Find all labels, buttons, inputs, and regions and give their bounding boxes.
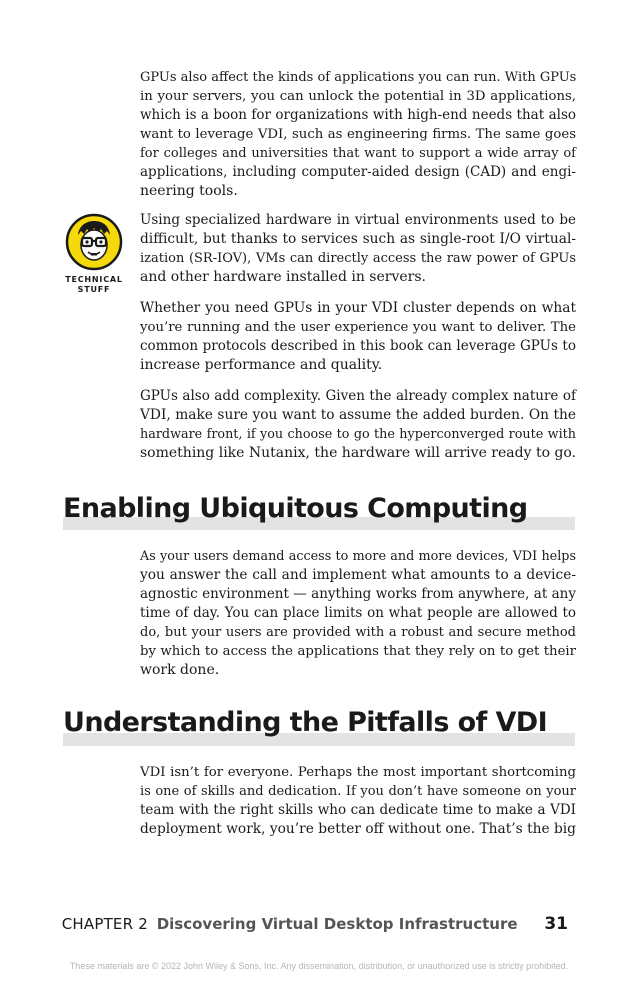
heading-pitfalls-of-vdi: Understanding the Pitfalls of VDI — [63, 707, 575, 738]
paragraph-gpus-complexity: GPUs also add complexity. Given the already complex nature of VDI, make sure you want to assume the added burden. On the hardware front, if you choose to go the hyperconverged route with something like Nutanix, the hardware will arrive ready to go. — [140, 388, 577, 461]
paragraph-whether-gpus: Whether you need GPUs in your VDI cluster depends on what you’re running and the user experience you want to deliver. The common protocols described in this book can leverage GPUs to increase performance and quality. — [140, 300, 576, 373]
paragraph-vdi-not-for-everyone: VDI isn’t for everyone. Perhaps the most important shortcoming is one of skills and dedication. If you don’t have someone on your team with the right skills who can dedicate time to make a VDI deployment work, you’re better off without one. That’s the big — [140, 765, 576, 837]
copyright-notice: These materials are © 2022 John Wiley & Sons, Inc. Any dissemination, distribution, or unauthorized use is strictly prohibited. — [69, 961, 569, 971]
technical-stuff-label: TECHNICAL STUFF — [65, 275, 123, 294]
page-number: 31 — [544, 914, 568, 934]
paragraph-specialized-hardware: Using specialized hardware in virtual environments used to be difficult, but thanks to services such as single-root I/O virtual- ization (SR-IOV), VMs can directly access the raw power of GPUs and other hardware installed in servers. — [140, 212, 576, 285]
heading-enabling-ubiquitous-computing: Enabling Ubiquitous Computing — [63, 493, 575, 524]
footer-chapter: CHAPTER 2 — [61, 915, 148, 933]
footer-chapter-title: Discovering Virtual Desktop Infrastructure — [156, 915, 518, 933]
paragraph-gpus-applications: GPUs also affect the kinds of applications you can run. With GPUs in your servers, you can unlock the potential in 3D applications, which is a boon for organizations with high-end needs that also want to leverage VDI, such as engineering firms. The same goes for colleges and universities that want to support a wide array of applications, including computer-aided design (CAD) and engi- neering tools. — [140, 70, 577, 199]
technical-stuff-icon — [65, 213, 123, 271]
page-footer — [62, 914, 568, 934]
paragraph-ubiquitous-computing: As your users demand access to more and more devices, VDI helps you answer the call and implement what amounts to a device- agnostic environment — anything works from anywhere, at any time of day. You can place limits on what people are allowed to do, but your users are provided with a robust and secure method by which to access the applications that they rely on to get their work done. — [140, 549, 576, 678]
technical-stuff-callout — [62, 213, 126, 295]
